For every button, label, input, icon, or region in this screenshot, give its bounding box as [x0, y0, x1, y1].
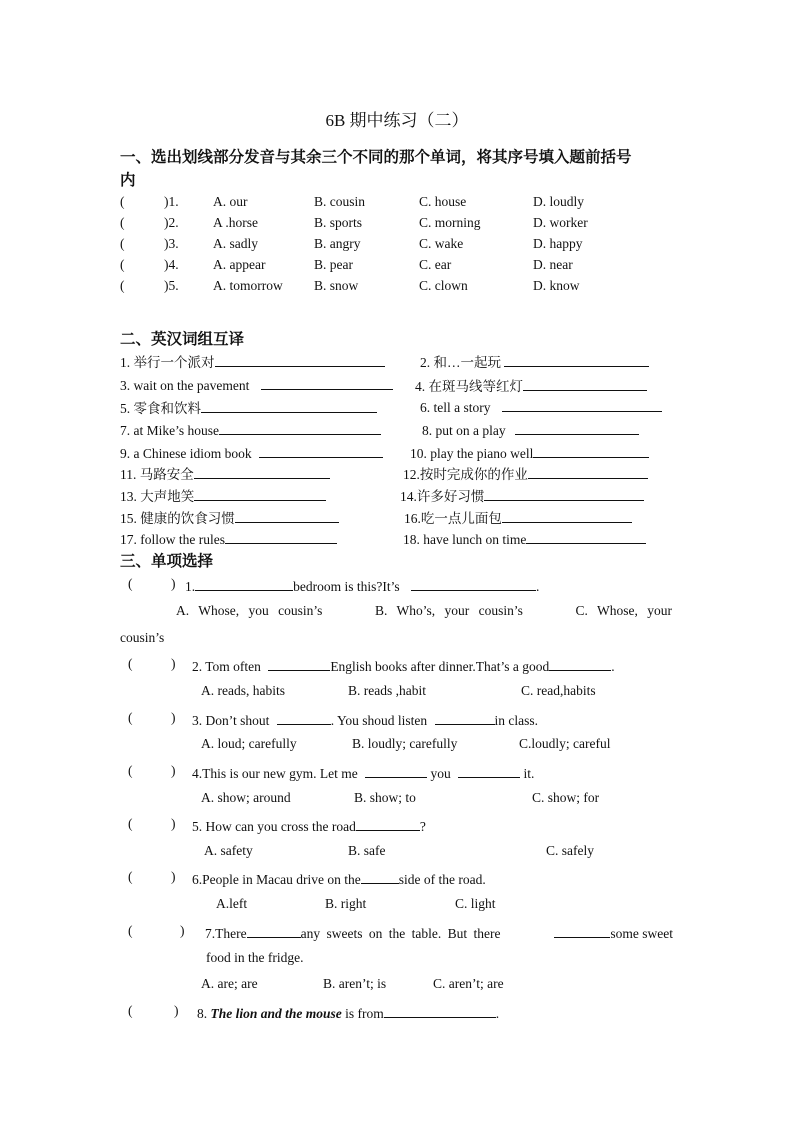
blank-line[interactable]: [484, 486, 644, 501]
blank-line[interactable]: [194, 464, 330, 479]
answer-paren-close: ): [171, 869, 176, 884]
option-c: C. safely: [546, 843, 594, 858]
blank-line[interactable]: [365, 763, 427, 778]
s1-question-row: [120, 215, 680, 235]
option-d: D. loudly: [533, 194, 585, 209]
option-a: A .horse: [213, 215, 258, 230]
story-title: The lion and the mouse: [210, 1006, 342, 1021]
s2-row: [120, 463, 680, 483]
answer-paren-open: (: [128, 1003, 133, 1018]
blank-line[interactable]: [554, 923, 610, 938]
blank-line[interactable]: [259, 443, 383, 458]
option-b: B. loudly; carefully: [352, 736, 458, 751]
s2-row: [120, 507, 680, 527]
question-number: )4.: [164, 257, 179, 272]
option-c: C. clown: [419, 278, 468, 293]
option-a: A. our: [213, 194, 248, 209]
option-b: B. show; to: [354, 790, 416, 805]
phrase-item: 2. 和…一起玩: [420, 351, 649, 371]
blank-line[interactable]: [268, 656, 330, 671]
blank-line[interactable]: [225, 529, 337, 544]
answer-paren-open: (: [128, 763, 133, 778]
answer-paren-open: (: [128, 869, 133, 884]
blank-line[interactable]: [261, 375, 393, 390]
option-a: A. Whose, you cousin’s: [176, 603, 323, 618]
answer-paren: (: [120, 278, 125, 293]
section3-heading: 三、单项选择: [120, 553, 214, 570]
option-d: D. know: [533, 278, 580, 293]
answer-paren-open: (: [128, 576, 133, 591]
question-3-stem: 3. Don’t shout . You shoud listen in class.: [192, 710, 538, 729]
option-c: C. wake: [419, 236, 464, 251]
option-a: A. loud; carefully: [201, 736, 297, 751]
answer-paren: (: [120, 215, 125, 230]
option-b: B. cousin: [314, 194, 366, 209]
blank-line[interactable]: [515, 420, 639, 435]
phrase-item: 18. have lunch on time: [403, 529, 646, 548]
blank-line[interactable]: [195, 576, 293, 591]
blank-line[interactable]: [526, 529, 646, 544]
option-c: C. ear: [419, 257, 452, 272]
option-a: A. are; are: [201, 976, 258, 991]
option-b: B. angry: [314, 236, 361, 251]
answer-paren-open: (: [128, 923, 133, 938]
blank-line[interactable]: [361, 869, 399, 884]
question-number: )3.: [164, 236, 179, 251]
blank-line[interactable]: [219, 420, 381, 435]
blank-line[interactable]: [215, 352, 385, 367]
question-6-stem: 6.People in Macau drive on the side of the road.: [192, 869, 486, 888]
question-7-stem: 7.There any sweets on the table. But there some sweet: [205, 923, 673, 942]
option-c: C. light: [455, 896, 496, 911]
s1-question-row: [120, 278, 680, 298]
s1-question-row: [120, 257, 680, 277]
answer-paren-close: ): [171, 710, 176, 725]
option-a: A. reads, habits: [201, 683, 285, 698]
blank-line[interactable]: [247, 923, 301, 938]
s2-row: [120, 420, 680, 440]
answer-paren: (: [120, 194, 125, 209]
phrase-item: 14.许多好习惯: [400, 485, 644, 505]
s2-row: [120, 443, 680, 463]
option-d: D. near: [533, 257, 573, 272]
question-number: )1.: [164, 194, 179, 209]
blank-line[interactable]: [194, 486, 326, 501]
answer-paren-close: ): [171, 763, 176, 778]
option-c: C. morning: [419, 215, 481, 230]
answer-paren-open: (: [128, 710, 133, 725]
phrase-item: 6. tell a story: [420, 397, 662, 416]
phrase-item: 16.吃一点儿面包: [404, 507, 632, 527]
section1-heading-cont: 内: [120, 172, 136, 189]
phrase-item: 13. 大声地笑: [120, 485, 326, 505]
option-b: B. sports: [314, 215, 363, 230]
question-2-stem: 2. Tom often English books after dinner.That’s a good .: [192, 656, 615, 675]
option-b: B. pear: [314, 257, 353, 272]
option-a: A. tomorrow: [213, 278, 283, 293]
blank-line[interactable]: [528, 464, 648, 479]
phrase-item: 1. 举行一个派对: [120, 351, 385, 371]
question-number: )2.: [164, 215, 179, 230]
answer-paren: (: [120, 236, 125, 251]
s2-row: [120, 485, 680, 505]
s2-row: [120, 375, 680, 395]
blank-line[interactable]: [277, 710, 331, 725]
question-number: )5.: [164, 278, 179, 293]
phrase-item: 4. 在斑马线等红灯: [415, 375, 647, 395]
blank-line[interactable]: [504, 352, 649, 367]
answer-paren: (: [120, 257, 125, 272]
question-5-stem: 5. How can you cross the road ?: [192, 816, 426, 835]
blank-line[interactable]: [411, 576, 536, 591]
option-d: D. happy: [533, 236, 583, 251]
phrase-item: 3. wait on the pavement: [120, 375, 393, 394]
option-c: C. house: [419, 194, 467, 209]
option-d: D. worker: [533, 215, 588, 230]
option-c: C. aren’t; are: [433, 976, 504, 991]
option-a: A. show; around: [201, 790, 291, 805]
s2-row: [120, 397, 680, 417]
option-b: B. aren’t; is: [323, 976, 387, 991]
section2-heading: 二、英汉词组互译: [120, 331, 245, 348]
option-a: A. appear: [213, 257, 266, 272]
blank-line[interactable]: [384, 1003, 496, 1018]
option-b: B. reads ,habit: [348, 683, 426, 698]
question-7-stem-cont: food in the fridge.: [206, 950, 304, 965]
question-1-options: [176, 603, 672, 619]
s1-question-row: [120, 236, 680, 256]
question-4-stem: 4.This is our new gym. Let me you it.: [192, 763, 534, 782]
option-c: C. Whose, your: [575, 603, 672, 618]
phrase-item: 5. 零食和饮料: [120, 397, 377, 417]
answer-paren-close: ): [174, 1003, 179, 1018]
option-c: C. read,habits: [521, 683, 596, 698]
option-a: A. sadly: [213, 236, 258, 251]
blank-line[interactable]: [549, 656, 611, 671]
blank-line[interactable]: [502, 508, 632, 523]
blank-line[interactable]: [533, 443, 649, 458]
s1-question-row: [120, 194, 680, 214]
question-1-stem: 1. bedroom is this?It’s .: [185, 576, 539, 595]
page-title: 6B 期中练习（二）: [325, 111, 469, 130]
option-a: A.left: [216, 896, 248, 911]
blank-line[interactable]: [458, 763, 520, 778]
blank-line[interactable]: [356, 816, 420, 831]
phrase-item: 17. follow the rules: [120, 529, 337, 548]
s2-row: [120, 529, 680, 549]
phrase-item: 7. at Mike’s house: [120, 420, 381, 439]
option-b: B. safe: [348, 843, 386, 858]
blank-line[interactable]: [502, 397, 662, 412]
phrase-item: 10. play the piano well: [410, 443, 649, 462]
answer-paren-close: ): [180, 923, 185, 938]
option-b: B. snow: [314, 278, 359, 293]
option-a: A. safety: [204, 843, 253, 858]
option-c: C. show; for: [532, 790, 600, 805]
phrase-item: 15. 健康的饮食习惯: [120, 507, 339, 527]
blank-line[interactable]: [235, 508, 339, 523]
option-b: B. right: [325, 896, 367, 911]
blank-line[interactable]: [523, 376, 647, 391]
answer-paren-close: ): [171, 656, 176, 671]
phrase-item: 11. 马路安全: [120, 463, 330, 483]
option-c: C.loudly; careful: [519, 736, 611, 751]
answer-paren-open: (: [128, 816, 133, 831]
answer-paren-open: (: [128, 656, 133, 671]
question-1-option-wrap: cousin’s: [120, 630, 165, 645]
section1-heading: 一、选出划线部分发音与其余三个不同的那个单词，将其序号填入题前括号: [120, 149, 632, 166]
phrase-item: 12.按时完成你的作业: [403, 463, 648, 483]
answer-paren-close: ): [171, 816, 176, 831]
phrase-item: 8. put on a play: [422, 420, 639, 439]
phrase-item: 9. a Chinese idiom book: [120, 443, 383, 462]
blank-line[interactable]: [435, 710, 495, 725]
question-8-stem: 8. The lion and the mouse is from .: [197, 1003, 499, 1022]
answer-paren-close: ): [171, 576, 176, 591]
option-b: B. Who’s, your cousin’s: [374, 603, 523, 618]
s2-row: [120, 351, 680, 371]
blank-line[interactable]: [201, 398, 377, 413]
